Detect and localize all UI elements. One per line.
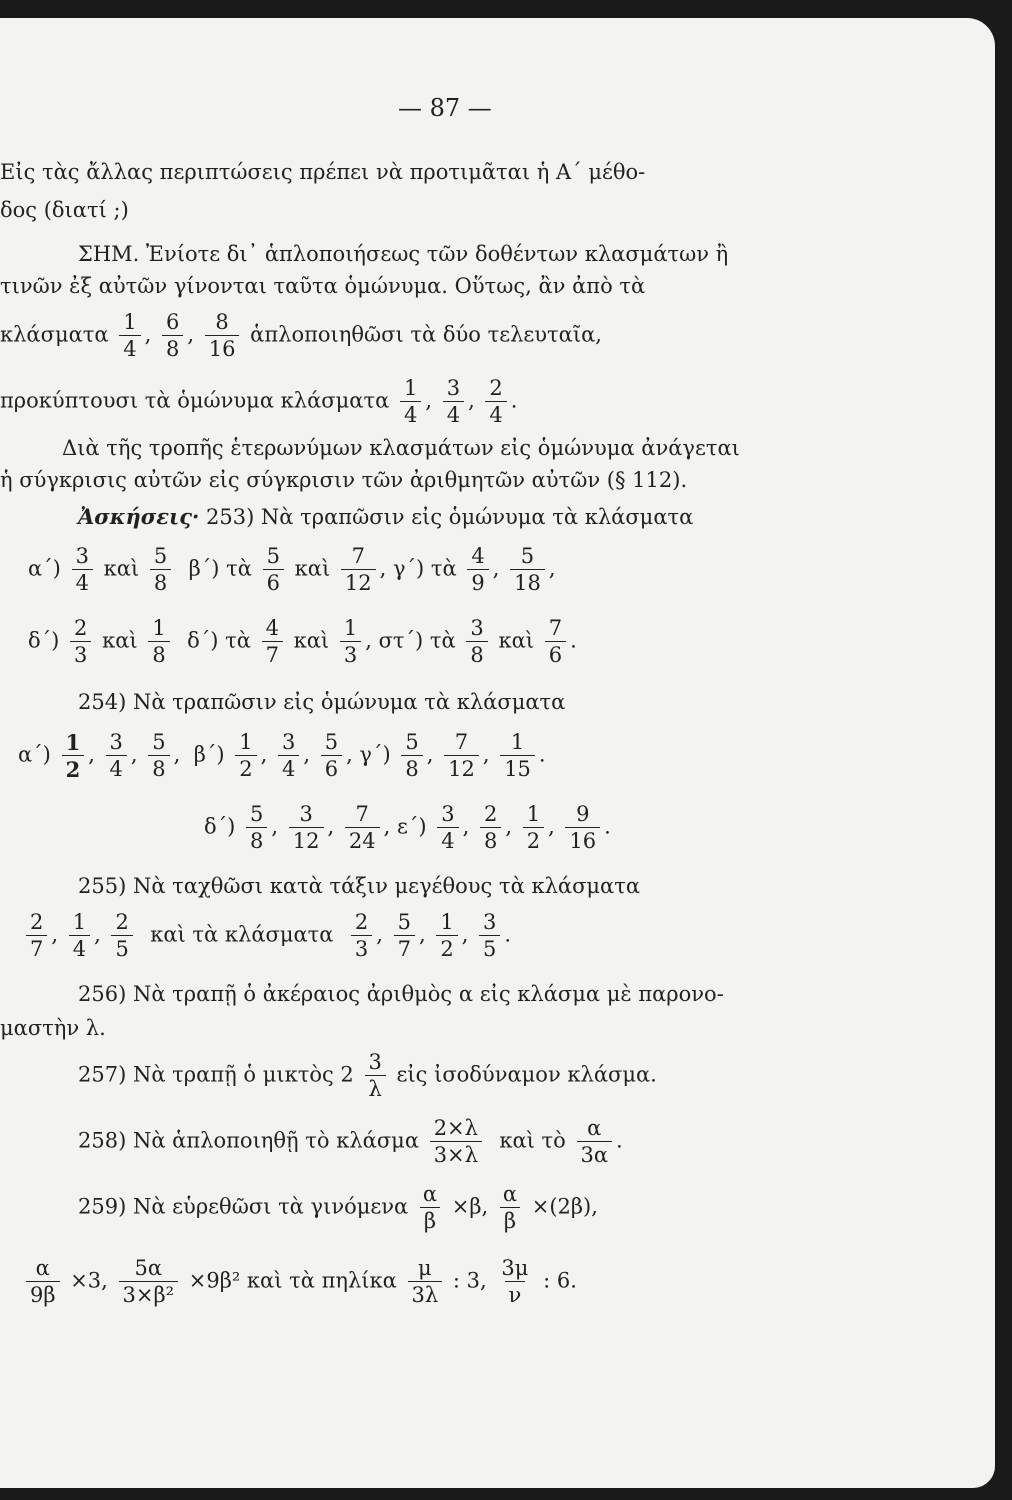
fraction: $\frac{2\times\lambda}{3\times\lambda}$ [430,1118,482,1166]
fraction: $\frac{2}{3}$ [70,618,91,666]
fraction: $\frac{3\mu}{\nu}$ [501,1256,529,1307]
exercise-259-line-1: 259) Νὰ εὑρεθῶσι τὰ γινόμενα $\frac{\alpha}{\beta}$ ×β, $\frac{\alpha}{\beta}$ ×(2β), [78,1182,598,1233]
exercise-256-line-1: 256) Νὰ τραπῇ ὁ ἀκέραιος ἀριθμὸς α εἰς κλάσμα μὲ παρονο- [78,982,724,1006]
exercise-253-text: 253) Νὰ τραπῶσιν εἰς ὁμώνυμα τὰ κλάσματα [205,505,694,529]
note-line-3: κλάσματα $\frac{1}{4}$ , $\frac{6}{8}$ , $\frac{8}{16}$ ἁπλοποιηθῶσι τὰ δύο τελευταῖα, [0,310,602,361]
fraction: $\frac{5}{6}$ [321,732,342,780]
intro-line-1: Εἰς τὰς ἄλλας περιπτώσεις πρέπει νὰ προτιμᾶται ἡ Α΄ μέθο- [0,160,646,184]
fraction: $\frac{2}{3}$ [351,912,372,960]
fraction: $\frac{2}{7}$ [26,912,47,960]
fraction: $\frac{5}{8}$ [246,804,267,852]
note-line-4: προκύπτουσι τὰ ὁμώνυμα κλάσματα $\frac{1}{4}$ , $\frac{3}{4}$ , $\frac{2}{4}$ . [0,376,518,427]
note-text: Ἐνίοτε δι᾽ ἁπλοποιήσεως τῶν δοθέντων κλασμάτων ἢ [146,242,729,266]
fraction: $\frac{3}{\lambda}$ [364,1052,385,1100]
fraction: $\frac{1}{2}$ [523,804,544,852]
exercise-255-heading: 255) Νὰ ταχθῶσι κατὰ τάξιν μεγέθους τὰ κλάσματα [78,874,641,898]
intro-line-2: δος (διατί ;) [0,198,129,222]
fraction: $\frac{\alpha}{\beta}$ [419,1184,441,1232]
fraction: $\frac{3}{4}$ [106,732,127,780]
fraction: $\frac{2}{5}$ [111,912,132,960]
fraction: $\frac{1}{2}$ [62,732,85,780]
fraction: $\frac{4}{7}$ [262,618,283,666]
fraction: $\frac{7}{12}$ [444,732,479,780]
fraction: $\frac{3}{4}$ [437,804,458,852]
exercise-254-row-1: α΄) $\frac{1}{2}$ , $\frac{3}{4}$ , $\frac{5}{8}$ , β΄) $\frac{1}{2}$ , $\frac{3}{4}$ , $\frac{5}{6}$ , γ΄) $\frac{5}{8}$ , $\frac{7}{12}$ , $\frac{1}{15}$ . [18,730,546,782]
conversion-line-1: Διὰ τῆς τροπῆς ἑτερωνύμων κλασμάτων εἰς ὁμώνυμα ἀνάγεται [62,436,740,460]
exercises-label: Ἀσκήσεις· [78,504,200,529]
fraction: $\frac{5}{8}$ [150,546,171,594]
fraction: $\frac{1}{4}$ [69,912,90,960]
fraction: $\frac{1}{15}$ [500,732,535,780]
fraction: $\frac{6}{8}$ [162,312,183,360]
exercise-256-line-2: μαστὴν λ. [0,1016,106,1040]
fraction: $\frac{1}{4}$ [119,312,140,360]
exercise-258: 258) Νὰ ἁπλοποιηθῇ τὸ κλάσμα $\frac{2\times\lambda}{3\times\lambda}$ καὶ τὸ $\frac{\alpha}{3\alpha}$ . [78,1116,623,1167]
note-line-2: τινῶν ἐξ αὐτῶν γίνονται ταῦτα ὁμώνυμα. Οὕτως, ἂν ἀπὸ τὰ [0,274,646,298]
exercise-255-row: $\frac{2}{7}$ , $\frac{1}{4}$ , $\frac{2}{5}$ καὶ τὰ κλάσματα $\frac{2}{3}$ , $\frac{5}{7}$ , $\frac{1}{2}$ , $\frac{3}{5}$ . [22,912,511,960]
exercise-253-row-2: δ΄) $\frac{2}{3}$ καὶ $\frac{1}{8}$ δ΄) τὰ $\frac{4}{7}$ καὶ $\frac{1}{3}$ , στ΄) τὰ $\frac{3}{8}$ καὶ $\frac{7}{6}$ . [28,616,577,667]
fraction: $\frac{\alpha}{3\alpha}$ [577,1118,613,1166]
fraction: $\frac{5}{8}$ [148,732,169,780]
fraction: $\frac{9}{16}$ [565,804,600,852]
fraction: $\frac{\alpha}{\beta}$ [499,1184,521,1232]
fraction: $\frac{\mu}{3\lambda}$ [408,1258,443,1306]
note-line-4-text: προκύπτουσι τὰ ὁμώνυμα κλάσματα [0,388,390,413]
fraction: $\frac{1}{8}$ [148,618,169,666]
note-label: ΣΗΜ. [78,242,140,266]
fraction: $\frac{1}{2}$ [235,732,256,780]
fraction: $\frac{5}{8}$ [401,732,422,780]
exercise-253-heading [78,506,693,528]
fraction: $\frac{3}{4}$ [278,732,299,780]
exercise-257: 257) Νὰ τραπῇ ὁ μικτὸς 2 $\frac{3}{\lambda}$ εἰς ἰσοδύναμον κλάσμα. [78,1050,657,1101]
fraction: $\frac{1}{2}$ [436,912,457,960]
note-line-1 [78,244,728,265]
exercise-253-row-1: α΄) $\frac{3}{4}$ καὶ $\frac{5}{8}$ β΄) τὰ $\frac{5}{6}$ καὶ $\frac{7}{12}$ , γ΄) τὰ $\frac{4}{9}$ , $\frac{5}{18}$ , [28,544,556,595]
note-line-3-text: κλάσματα [0,322,109,347]
fraction: $\frac{3}{4}$ [443,378,464,426]
fraction: $\frac{2}{4}$ [485,378,506,426]
fraction: $\frac{7}{12}$ [341,546,376,594]
fraction: $\frac{1}{4}$ [400,378,421,426]
fraction: $\frac{2}{8}$ [480,804,501,852]
fraction: $\frac{7}{24}$ [345,804,380,852]
page-number: — 87 — [398,94,492,122]
fraction: $\frac{3}{5}$ [479,912,500,960]
fraction: $\frac{5}{18}$ [510,546,545,594]
note-line-3-end: ἁπλοποιηθῶσι τὰ δύο τελευταῖα, [250,322,602,347]
fraction: $\frac{\alpha}{9\beta}$ [26,1258,60,1306]
conversion-line-2: ἡ σύγκρισις αὐτῶν εἰς σύγκρισιν τῶν ἀριθμητῶν αὐτῶν (§ 112). [0,468,688,492]
exercise-254-row-2: δ΄) $\frac{5}{8}$ , $\frac{3}{12}$ , $\frac{7}{24}$ , ε΄) $\frac{3}{4}$ , $\frac{2}{8}$ , $\frac{1}{2}$ , $\frac{9}{16}$ . [204,802,611,853]
fraction: $\frac{7}{6}$ [545,618,566,666]
fraction: $\frac{8}{16}$ [205,312,240,360]
book-page [0,18,995,1488]
fraction: $\frac{5}{7}$ [394,912,415,960]
fraction: $\frac{5\alpha}{\text{3×β²}}$ [119,1258,179,1306]
fraction: $\frac{3}{12}$ [289,804,324,852]
fraction: $\frac{3}{4}$ [72,546,93,594]
exercise-259-line-2: $\frac{\alpha}{9\beta}$ ×3, $\frac{5\alpha}{\text{3×β²}}$ ×9β² καὶ τὰ πηλίκα $\frac{\mu}{3\lambda}$ : 3, $\frac{3\mu}{\nu}$ : 6. [22,1258,577,1306]
fraction: $\frac{1}{3}$ [340,618,361,666]
fraction: $\frac{5}{6}$ [263,546,284,594]
fraction: $\frac{4}{9}$ [467,546,488,594]
fraction: $\frac{3}{8}$ [466,618,487,666]
exercise-254-heading: 254) Νὰ τραπῶσιν εἰς ὁμώνυμα τὰ κλάσματα [78,690,566,714]
